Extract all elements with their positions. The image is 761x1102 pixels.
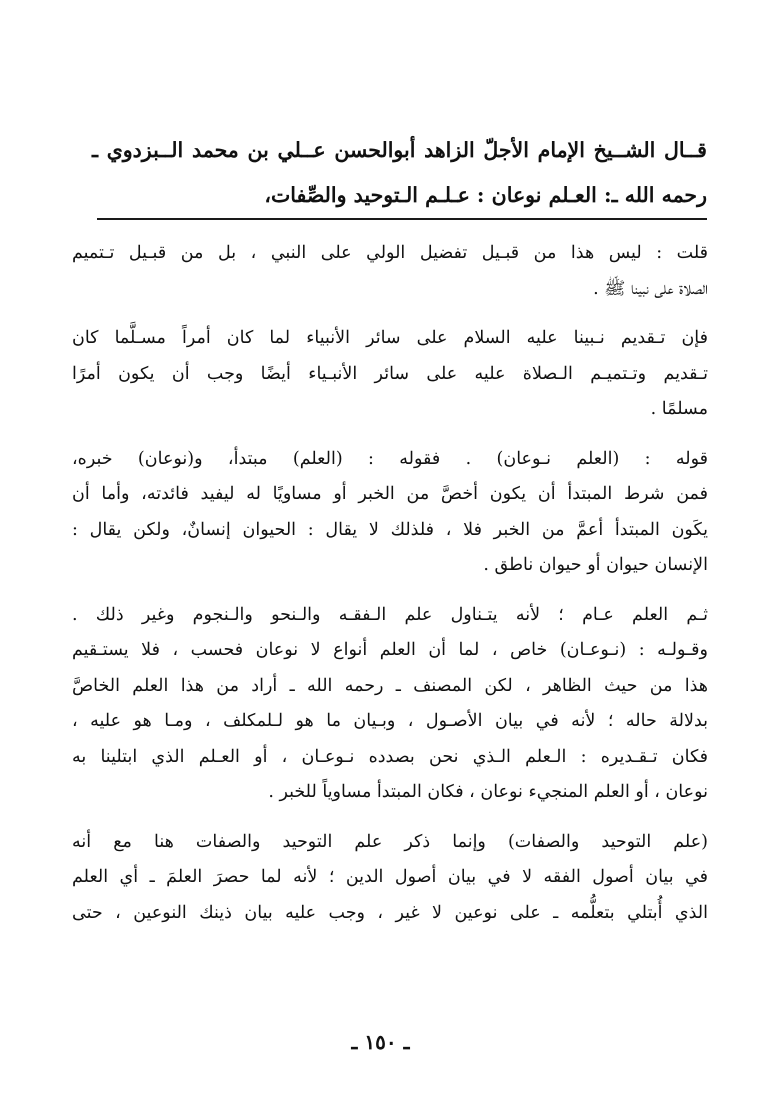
paragraph-line: يكَون المبتدأ أعمَّ من الخبر فلا ، فلذلك لا يقال : الحيوان إنسانٌ، ولكن يقال : <box>72 519 708 540</box>
paragraph-2 <box>72 321 708 428</box>
paragraph-line: الإنسان حيوان أو حيوان ناطق . <box>483 555 708 575</box>
paragraph-line: الذي أُبتلي بتعلُّمه ـ على نوعين لا غير ، وجب عليه بيان ذينك النوعين ، حتى <box>72 902 708 923</box>
chapter-header <box>92 128 707 218</box>
header-line-2: رحمه الله ـ: العـلم نوعان : عـلـم الـتوحيد والصِّفات، <box>264 183 707 207</box>
paragraph-1 <box>72 236 708 307</box>
paragraph-line: فكان تـقـديره : الـعلم الـذي نحن بصدده نـوعـان ، أو العـلم الذي ابتلينا به <box>72 746 709 767</box>
paragraph-line: فإن تـقديم نـبينا عليه السلام على سائر الأنبياء لما كان أمراً مسـلَّما كان <box>72 328 708 348</box>
paragraph-line: مسلمًا . <box>650 399 708 419</box>
paragraph-line: وقـولـه : (نـوعـان) خاص ، لما أن العلم أنواع لا نوعان فحسب ، فلا يستـقيم <box>72 640 708 660</box>
paragraph-line: نوعان ، أو العلم المنجيء نوعان ، فكان المبتدأ مساوياً للخبر . <box>268 782 708 802</box>
paragraph-line: قوله : (العلم نـوعان) . فقوله : (العلم) مبتدأ، و(نوعان) خبره، <box>72 448 708 469</box>
paragraph-5 <box>72 825 708 932</box>
paragraph-line: الصلاة على نبينا ﷺ . <box>593 278 708 299</box>
header-divider <box>97 218 707 220</box>
paragraph-4 <box>72 598 708 811</box>
paragraph-line: تـقديم وتـتميـم الـصلاة عليه على سائر الأنبـياء أيضًا وجب أن يكون أمرًا <box>72 363 708 384</box>
paragraph-line: قلت : ليس هذا من قبـيل تفضيل الولي على النبي ، بل من قبـيل تـتميم <box>72 243 708 263</box>
paragraph-line: ثـم العلم عـام ؛ لأنه يتـناول علم الـفقـه والـنحو والـنجوم وغير ذلك . <box>72 604 708 625</box>
paragraph-line: بدلالة حاله ؛ لأنه في بيان الأصـول ، وبـيان ما هو لـلمكلف ، ومـا هو عليه ، <box>72 711 708 731</box>
paragraph-line: في بيان أصول الفقه لا في بيان أصول الدين ؛ لأنه لما حصرَ العلمَ ـ أي العلم <box>72 867 708 887</box>
paragraph-line: هذا من حيث الظاهر ، لكن المصنف ـ رحمه الله ـ أراد من هذا العلم الخاصَّ <box>72 675 708 696</box>
paragraph-line: فمن شرط المبتدأ أن يكون أخصَّ من الخبر أو مساويًا له ليفيد فائدته، وأما أن <box>72 484 708 504</box>
commentary-body <box>72 236 708 945</box>
paragraph-line: (علم التوحيد والصفات) وإنما ذكر علم التوحيد والصفات هنا مع أنه <box>72 831 708 852</box>
page-number: ـ ١٥٠ ـ <box>351 1030 410 1054</box>
header-line-1: قــال الشــيخ الإمام الأجلّ الزاهد أبوالحسن عــلي بن محمد الــبزدوي ـ <box>92 138 707 162</box>
paragraph-3 <box>72 442 708 584</box>
